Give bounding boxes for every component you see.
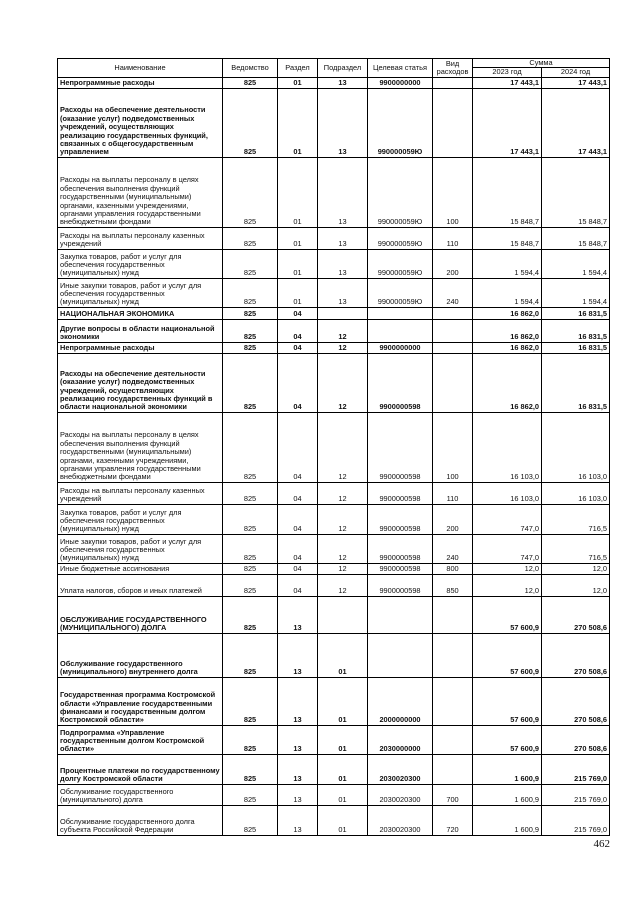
row-subsection: 01 <box>318 784 368 805</box>
row-target: 9900000598 <box>368 534 433 563</box>
row-name: Обслуживание государственного долга субъекта Российской Федерации <box>58 805 223 835</box>
row-name: Обслуживание государственного (муниципального) внутреннего долга <box>58 633 223 677</box>
row-target <box>368 633 433 677</box>
row-department: 825 <box>223 482 278 504</box>
row-section: 01 <box>278 157 318 227</box>
row-amount-2024: 15 848,7 <box>542 157 610 227</box>
row-expense-type: 100 <box>433 157 473 227</box>
row-expense-type <box>433 342 473 353</box>
row-amount-2024: 215 769,0 <box>542 805 610 835</box>
row-expense-type: 720 <box>433 805 473 835</box>
row-amount-2024: 270 508,6 <box>542 596 610 633</box>
row-amount-2024: 270 508,6 <box>542 725 610 754</box>
row-section: 04 <box>278 412 318 482</box>
row-target: 2000000000 <box>368 677 433 725</box>
row-department: 825 <box>223 633 278 677</box>
row-department: 825 <box>223 88 278 157</box>
table-row <box>58 784 610 805</box>
table-row <box>58 319 610 342</box>
row-amount-2024: 17 443,1 <box>542 77 610 88</box>
row-section: 13 <box>278 633 318 677</box>
row-amount-2023: 57 600,9 <box>473 677 542 725</box>
header-year-2024: 2024 год <box>542 68 610 77</box>
row-department: 825 <box>223 754 278 784</box>
row-amount-2023: 57 600,9 <box>473 633 542 677</box>
row-section: 01 <box>278 278 318 307</box>
row-section: 01 <box>278 88 318 157</box>
row-subsection: 01 <box>318 754 368 784</box>
row-amount-2023: 16 862,0 <box>473 353 542 412</box>
row-target: 2030020300 <box>368 784 433 805</box>
row-department: 825 <box>223 563 278 574</box>
row-amount-2024: 1 594,4 <box>542 278 610 307</box>
row-department: 825 <box>223 342 278 353</box>
row-expense-type <box>433 633 473 677</box>
row-name: Закупка товаров, работ и услуг для обеспечения государственных (муниципальных) нужд <box>58 249 223 278</box>
row-department: 825 <box>223 725 278 754</box>
row-amount-2024: 716,5 <box>542 504 610 534</box>
row-section: 13 <box>278 725 318 754</box>
row-section: 04 <box>278 319 318 342</box>
row-department: 825 <box>223 278 278 307</box>
row-expense-type <box>433 319 473 342</box>
row-subsection: 12 <box>318 504 368 534</box>
table-body <box>58 77 610 835</box>
row-amount-2024: 716,5 <box>542 534 610 563</box>
header-department: Ведомство <box>223 59 278 78</box>
row-target: 990000059Ю <box>368 157 433 227</box>
row-department: 825 <box>223 784 278 805</box>
row-target <box>368 319 433 342</box>
row-amount-2024: 215 769,0 <box>542 754 610 784</box>
row-amount-2024: 12,0 <box>542 574 610 596</box>
header-section: Раздел <box>278 59 318 78</box>
row-name: Другие вопросы в области национальной экономики <box>58 319 223 342</box>
row-department: 825 <box>223 574 278 596</box>
row-target: 990000059Ю <box>368 249 433 278</box>
page-number: 462 <box>593 838 610 850</box>
row-department: 825 <box>223 77 278 88</box>
row-amount-2023: 1 594,4 <box>473 249 542 278</box>
table-row <box>58 596 610 633</box>
row-expense-type: 110 <box>433 482 473 504</box>
row-amount-2024: 16 103,0 <box>542 412 610 482</box>
row-expense-type <box>433 77 473 88</box>
table-row <box>58 307 610 319</box>
row-expense-type: 200 <box>433 504 473 534</box>
row-department: 825 <box>223 227 278 249</box>
row-section: 04 <box>278 353 318 412</box>
row-expense-type: 240 <box>433 534 473 563</box>
header-sum: Сумма <box>473 59 610 68</box>
row-amount-2023: 1 594,4 <box>473 278 542 307</box>
row-subsection: 12 <box>318 319 368 342</box>
row-amount-2024: 16 103,0 <box>542 482 610 504</box>
row-section: 13 <box>278 805 318 835</box>
row-amount-2023: 16 103,0 <box>473 482 542 504</box>
row-department: 825 <box>223 157 278 227</box>
row-subsection: 12 <box>318 353 368 412</box>
budget-table <box>57 58 610 836</box>
row-amount-2023: 15 848,7 <box>473 157 542 227</box>
row-department: 825 <box>223 805 278 835</box>
table-row <box>58 563 610 574</box>
row-name: Закупка товаров, работ и услуг для обеспечения государственных (муниципальных) нужд <box>58 504 223 534</box>
row-section: 04 <box>278 504 318 534</box>
table-row <box>58 633 610 677</box>
row-section: 13 <box>278 596 318 633</box>
row-section: 04 <box>278 563 318 574</box>
header-target: Целевая статья <box>368 59 433 78</box>
table-row <box>58 725 610 754</box>
row-target: 9900000598 <box>368 574 433 596</box>
table-row <box>58 574 610 596</box>
table-row <box>58 353 610 412</box>
row-amount-2023: 16 862,0 <box>473 342 542 353</box>
row-name: ОБСЛУЖИВАНИЕ ГОСУДАРСТВЕННОГО (МУНИЦИПАЛЬНОГО) ДОЛГА <box>58 596 223 633</box>
row-amount-2023: 17 443,1 <box>473 88 542 157</box>
row-amount-2023: 12,0 <box>473 563 542 574</box>
table-row <box>58 278 610 307</box>
row-expense-type <box>433 596 473 633</box>
row-target: 9900000598 <box>368 353 433 412</box>
row-expense-type <box>433 353 473 412</box>
row-subsection: 13 <box>318 227 368 249</box>
row-amount-2023: 747,0 <box>473 534 542 563</box>
row-target: 990000059Ю <box>368 227 433 249</box>
row-name: Непрограммные расходы <box>58 342 223 353</box>
row-amount-2024: 15 848,7 <box>542 227 610 249</box>
row-expense-type: 240 <box>433 278 473 307</box>
header-name: Наименование <box>58 59 223 78</box>
row-expense-type: 700 <box>433 784 473 805</box>
row-name: Иные закупки товаров, работ и услуг для обеспечения государственных (муниципальных) нужд <box>58 534 223 563</box>
row-target: 9900000598 <box>368 563 433 574</box>
header-year-2023: 2023 год <box>473 68 542 77</box>
row-section: 01 <box>278 227 318 249</box>
row-subsection: 12 <box>318 534 368 563</box>
row-amount-2024: 270 508,6 <box>542 677 610 725</box>
row-subsection: 13 <box>318 278 368 307</box>
row-target: 2030020300 <box>368 805 433 835</box>
table-row <box>58 157 610 227</box>
row-name: Расходы на обеспечение деятельности (оказание услуг) подведомственных учреждений, осуществляющих реализацию государственных функций, связанных с общегосударственным управлением <box>58 88 223 157</box>
row-amount-2024: 16 831,5 <box>542 307 610 319</box>
row-subsection: 01 <box>318 633 368 677</box>
row-section: 01 <box>278 77 318 88</box>
row-target: 9900000000 <box>368 77 433 88</box>
row-target <box>368 307 433 319</box>
row-department: 825 <box>223 596 278 633</box>
table-row <box>58 77 610 88</box>
row-subsection: 13 <box>318 88 368 157</box>
row-department: 825 <box>223 412 278 482</box>
row-department: 825 <box>223 319 278 342</box>
row-target: 2030000000 <box>368 725 433 754</box>
header-expense-type: Вид расходов <box>433 59 473 78</box>
row-amount-2023: 15 848,7 <box>473 227 542 249</box>
row-amount-2024: 270 508,6 <box>542 633 610 677</box>
row-amount-2023: 16 862,0 <box>473 319 542 342</box>
row-target: 990000059Ю <box>368 278 433 307</box>
row-amount-2023: 12,0 <box>473 574 542 596</box>
row-amount-2023: 17 443,1 <box>473 77 542 88</box>
row-amount-2023: 16 862,0 <box>473 307 542 319</box>
row-department: 825 <box>223 504 278 534</box>
row-subsection: 13 <box>318 77 368 88</box>
row-section: 04 <box>278 342 318 353</box>
row-section: 13 <box>278 784 318 805</box>
row-expense-type <box>433 725 473 754</box>
row-target: 9900000598 <box>368 412 433 482</box>
row-name: Уплата налогов, сборов и иных платежей <box>58 574 223 596</box>
row-subsection: 01 <box>318 677 368 725</box>
row-amount-2024: 215 769,0 <box>542 784 610 805</box>
row-amount-2024: 1 594,4 <box>542 249 610 278</box>
row-subsection: 13 <box>318 249 368 278</box>
table-row <box>58 504 610 534</box>
table-row <box>58 482 610 504</box>
row-section: 04 <box>278 482 318 504</box>
row-amount-2023: 1 600,9 <box>473 754 542 784</box>
table-row <box>58 534 610 563</box>
row-name: Расходы на выплаты персоналу казенных учреждений <box>58 482 223 504</box>
row-name: НАЦИОНАЛЬНАЯ ЭКОНОМИКА <box>58 307 223 319</box>
row-amount-2023: 747,0 <box>473 504 542 534</box>
row-name: Расходы на выплаты персоналу в целях обеспечения выполнения функций государственными (муниципальными) органами, казенными учреждениями, органами управления государственными внебюджетными фондами <box>58 412 223 482</box>
row-subsection: 01 <box>318 805 368 835</box>
row-target: 9900000598 <box>368 482 433 504</box>
row-target <box>368 596 433 633</box>
row-name: Государственная программа Костромской области «Управление государственными финансами и государственным долгом Костромской области» <box>58 677 223 725</box>
row-expense-type <box>433 754 473 784</box>
row-target: 9900000000 <box>368 342 433 353</box>
row-expense-type: 100 <box>433 412 473 482</box>
row-department: 825 <box>223 677 278 725</box>
row-subsection: 12 <box>318 574 368 596</box>
row-subsection <box>318 307 368 319</box>
row-subsection: 12 <box>318 342 368 353</box>
row-name: Непрограммные расходы <box>58 77 223 88</box>
table-row <box>58 677 610 725</box>
row-name: Иные закупки товаров, работ и услуг для обеспечения государственных (муниципальных) нужд <box>58 278 223 307</box>
row-amount-2023: 1 600,9 <box>473 784 542 805</box>
row-section: 04 <box>278 574 318 596</box>
row-subsection: 12 <box>318 482 368 504</box>
row-name: Подпрограмма «Управление государственным долгом Костромской области» <box>58 725 223 754</box>
row-target: 990000059Ю <box>368 88 433 157</box>
row-subsection: 13 <box>318 157 368 227</box>
row-target: 9900000598 <box>368 504 433 534</box>
row-expense-type <box>433 88 473 157</box>
row-subsection: 12 <box>318 412 368 482</box>
row-expense-type <box>433 677 473 725</box>
table-row <box>58 342 610 353</box>
row-amount-2024: 17 443,1 <box>542 88 610 157</box>
row-expense-type <box>433 307 473 319</box>
row-amount-2023: 57 600,9 <box>473 725 542 754</box>
row-name: Иные бюджетные ассигнования <box>58 563 223 574</box>
row-department: 825 <box>223 249 278 278</box>
row-amount-2024: 12,0 <box>542 563 610 574</box>
row-subsection <box>318 596 368 633</box>
row-department: 825 <box>223 353 278 412</box>
row-expense-type: 850 <box>433 574 473 596</box>
row-name: Расходы на выплаты персоналу казенных учреждений <box>58 227 223 249</box>
table-row <box>58 249 610 278</box>
row-expense-type: 200 <box>433 249 473 278</box>
row-expense-type: 110 <box>433 227 473 249</box>
table-row <box>58 227 610 249</box>
row-name: Процентные платежи по государственному долгу Костромской области <box>58 754 223 784</box>
table-row <box>58 412 610 482</box>
row-department: 825 <box>223 307 278 319</box>
table-row <box>58 754 610 784</box>
row-expense-type: 800 <box>433 563 473 574</box>
row-amount-2023: 57 600,9 <box>473 596 542 633</box>
header-subsection: Подраздел <box>318 59 368 78</box>
table-row <box>58 805 610 835</box>
row-amount-2024: 16 831,5 <box>542 342 610 353</box>
row-section: 04 <box>278 534 318 563</box>
row-section: 13 <box>278 754 318 784</box>
row-section: 01 <box>278 249 318 278</box>
row-name: Расходы на выплаты персоналу в целях обеспечения выполнения функций государственными (муниципальными) органами, казенными учреждениями, органами управления государственными внебюджетными фондами <box>58 157 223 227</box>
row-department: 825 <box>223 534 278 563</box>
row-name: Расходы на обеспечение деятельности (оказание услуг) подведомственных учреждений, осуществляющих реализацию государственных функций в области национальной экономики <box>58 353 223 412</box>
row-section: 04 <box>278 307 318 319</box>
row-name: Обслуживание государственного (муниципального) долга <box>58 784 223 805</box>
row-subsection: 12 <box>318 563 368 574</box>
row-amount-2023: 1 600,9 <box>473 805 542 835</box>
row-amount-2023: 16 103,0 <box>473 412 542 482</box>
row-amount-2024: 16 831,5 <box>542 353 610 412</box>
row-section: 13 <box>278 677 318 725</box>
table-row <box>58 88 610 157</box>
row-target: 2030020300 <box>368 754 433 784</box>
row-amount-2024: 16 831,5 <box>542 319 610 342</box>
row-subsection: 01 <box>318 725 368 754</box>
